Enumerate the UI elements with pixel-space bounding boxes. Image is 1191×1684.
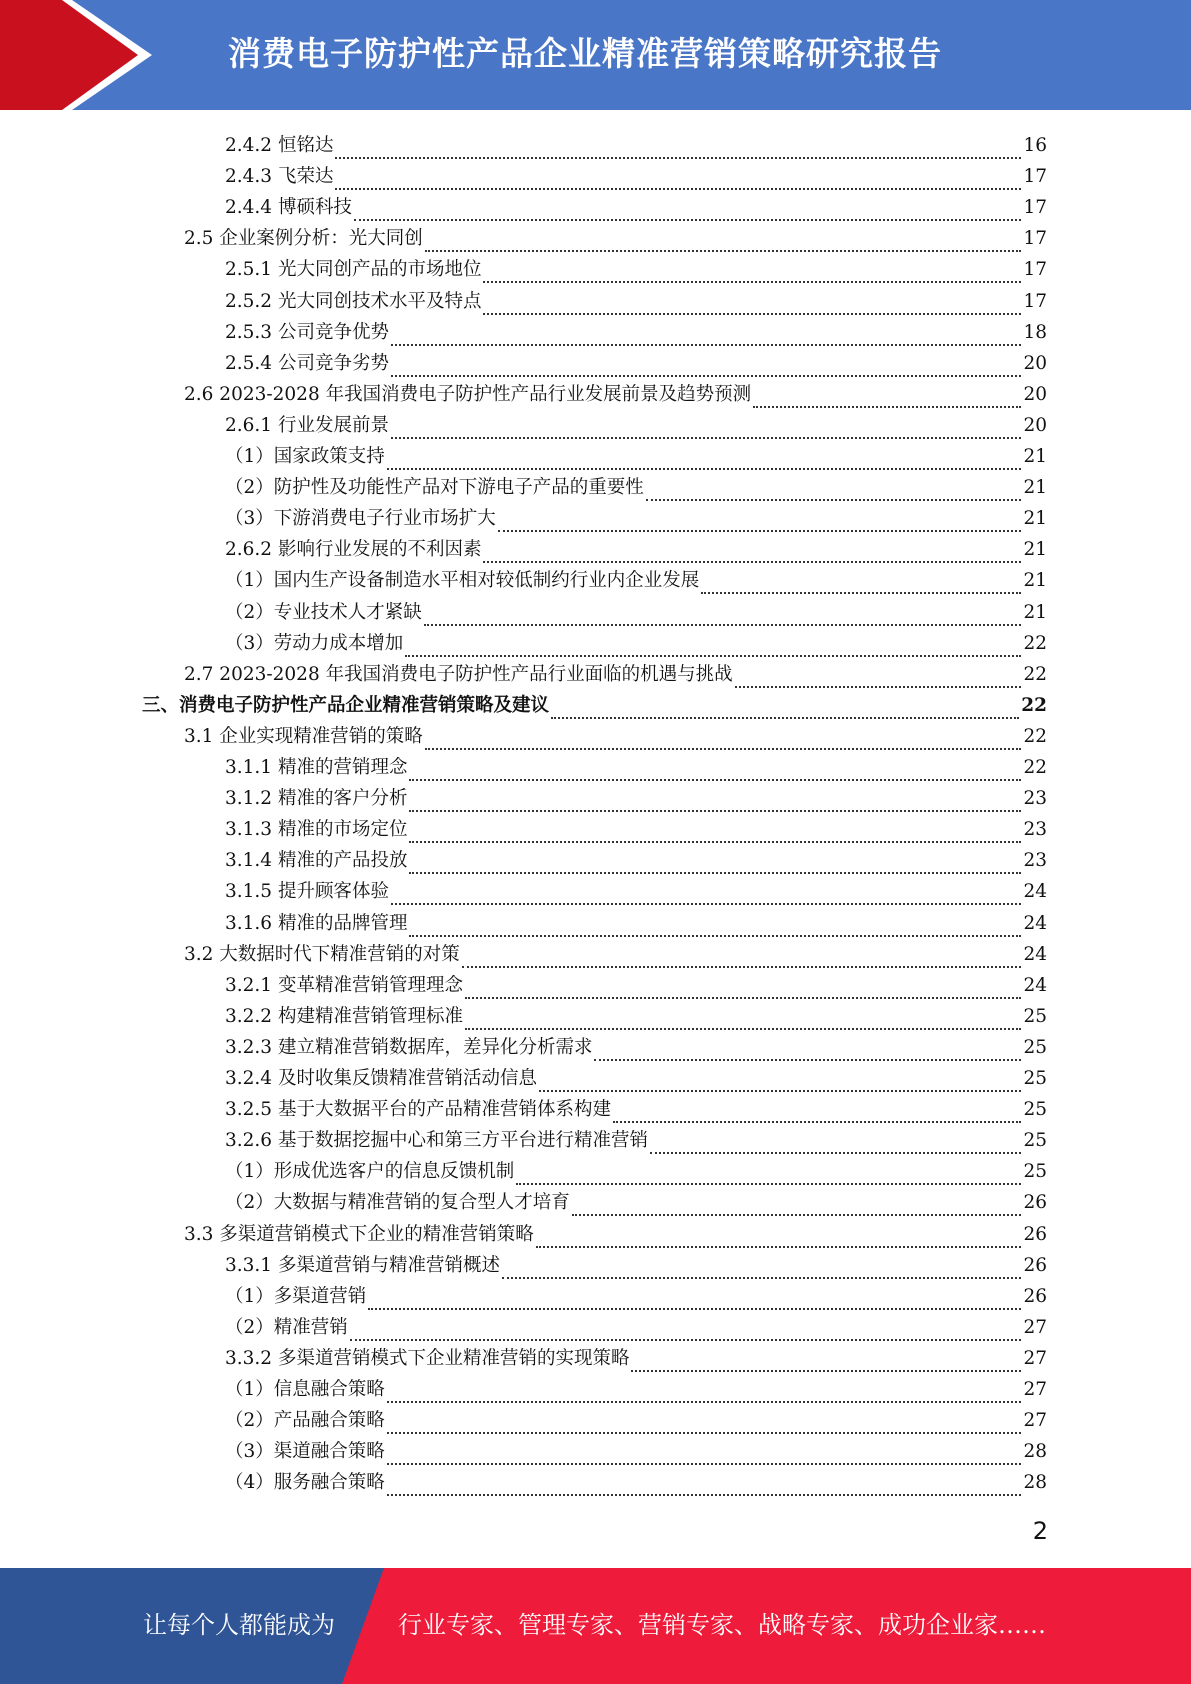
page-number: 2 (1032, 1517, 1048, 1545)
toc-entry[interactable] (225, 968, 1047, 999)
toc-entry[interactable] (225, 1341, 1047, 1372)
toc-entry[interactable] (225, 781, 1047, 812)
toc-dot-leader (631, 1351, 1021, 1372)
toc-dot-leader (502, 1258, 1021, 1279)
toc-entry-title: 3.2.4 及时收集反馈精准营销活动信息 (225, 1068, 537, 1089)
toc-entry-title: （2）精准营销 (225, 1317, 348, 1338)
toc-dot-leader (594, 1040, 1021, 1061)
toc-entry[interactable] (225, 1403, 1047, 1434)
toc-dot-leader (368, 1289, 1021, 1310)
toc-entry-page: 22 (1021, 695, 1047, 716)
toc-dot-leader (425, 729, 1022, 750)
toc-dot-leader (650, 1133, 1021, 1154)
toc-entry-title: 2.4.2 恒铭达 (225, 135, 334, 156)
toc-entry-title: 3.1.6 精准的品牌管理 (225, 913, 408, 934)
toc-entry[interactable] (225, 563, 1047, 594)
toc-dot-leader (409, 916, 1021, 937)
toc-entry-page: 24 (1023, 881, 1047, 902)
toc-entry[interactable] (225, 1185, 1047, 1216)
toc-entry-page: 23 (1023, 788, 1047, 809)
toc-entry-page: 21 (1023, 602, 1047, 623)
footer-slogan-left: 让每个人都能成为 (143, 1611, 335, 1639)
toc-entry-title: 2.4.4 博硕科技 (225, 197, 352, 218)
toc-entry[interactable] (142, 688, 1047, 719)
toc-dot-leader (387, 1444, 1022, 1465)
toc-entry-title: 三、消费电子防护性产品企业精准营销策略及建议 (142, 695, 550, 716)
toc-dot-leader (646, 480, 1022, 501)
toc-dot-leader (465, 1009, 1021, 1030)
toc-entry[interactable] (225, 999, 1047, 1030)
toc-entry-title: 2.7 2023-2028 年我国消费电子防护性产品行业面临的机遇与挑战 (184, 664, 733, 685)
toc-dot-leader (350, 1320, 1022, 1341)
toc-entry-title: 2.6 2023-2028 年我国消费电子防护性产品行业发展前景及趋势预测 (184, 384, 752, 405)
toc-entry-page: 26 (1023, 1255, 1047, 1276)
toc-entry-title: 3.1 企业实现精准营销的策略 (184, 726, 423, 747)
toc-entry[interactable] (184, 937, 1047, 968)
toc-dot-leader (572, 1195, 1022, 1216)
toc-entry-title: 2.4.3 飞荣达 (225, 166, 334, 187)
toc-entry-page: 22 (1023, 726, 1047, 747)
toc-entry-page: 20 (1023, 415, 1047, 436)
toc-dot-leader (536, 1227, 1022, 1248)
toc-entry-page: 27 (1023, 1348, 1047, 1369)
toc-entry-page: 27 (1023, 1317, 1047, 1338)
toc-entry[interactable] (184, 1217, 1047, 1248)
toc-entry-title: 2.5.2 光大同创技术水平及特点 (225, 291, 482, 312)
toc-entry-title: 3.2.3 建立精准营销数据库，差异化分析需求 (225, 1037, 593, 1058)
toc-entry-title: （1）多渠道营销 (225, 1286, 367, 1307)
toc-dot-leader (391, 884, 1021, 905)
toc-dot-leader (391, 418, 1021, 439)
toc-entry-page: 20 (1023, 384, 1047, 405)
toc-dot-leader (387, 1413, 1022, 1434)
toc-dot-leader (405, 636, 1021, 657)
toc-dot-leader (701, 573, 1021, 594)
toc-entry-page: 28 (1023, 1441, 1047, 1462)
toc-entry-title: （4）服务融合策略 (225, 1472, 385, 1493)
toc-dot-leader (409, 853, 1021, 874)
toc-dot-leader (735, 667, 1022, 688)
toc-entry[interactable] (184, 377, 1047, 408)
toc-entry[interactable] (184, 719, 1047, 750)
toc-entry[interactable] (225, 501, 1047, 532)
toc-dot-leader (409, 760, 1021, 781)
toc-entry-title: （3）下游消费电子行业市场扩大 (225, 508, 496, 529)
toc-entry[interactable] (225, 1372, 1047, 1403)
toc-entry[interactable] (225, 439, 1047, 470)
toc-dot-leader (387, 1382, 1022, 1403)
toc-dot-leader (425, 231, 1022, 252)
toc-entry-page: 21 (1023, 477, 1047, 498)
report-title: 消费电子防护性产品企业精准营销策略研究报告 (228, 34, 942, 73)
toc-entry[interactable] (184, 221, 1047, 252)
toc-entry-page: 25 (1023, 1099, 1047, 1120)
toc-entry-title: （1）国家政策支持 (225, 446, 385, 467)
toc-entry[interactable] (225, 843, 1047, 874)
toc-dot-leader (335, 169, 1021, 190)
toc-entry[interactable] (225, 812, 1047, 843)
toc-entry-title: 2.6.2 影响行业发展的不利因素 (225, 539, 482, 560)
toc-entry-title: 3.2.5 基于大数据平台的产品精准营销体系构建 (225, 1099, 611, 1120)
toc-dot-leader (409, 791, 1021, 812)
toc-entry[interactable] (225, 159, 1047, 190)
toc-entry-title: （1）国内生产设备制造水平相对较低制约行业内企业发展 (225, 570, 700, 591)
toc-dot-leader (409, 822, 1021, 843)
toc-entry-title: 3.2.1 变革精准营销管理理念 (225, 975, 463, 996)
toc-entry[interactable] (225, 408, 1047, 439)
toc-entry-page: 25 (1023, 1037, 1047, 1058)
toc-dot-leader (753, 387, 1021, 408)
toc-entry-page: 25 (1023, 1068, 1047, 1089)
toc-entry-page: 22 (1023, 633, 1047, 654)
toc-entry-page: 24 (1023, 913, 1047, 934)
toc-entry-page: 22 (1023, 757, 1047, 778)
toc-entry-page: 27 (1023, 1379, 1047, 1400)
toc-entry-title: 2.5.3 公司竞争优势 (225, 322, 389, 343)
toc-entry[interactable] (225, 346, 1047, 377)
toc-entry-page: 17 (1023, 259, 1047, 280)
toc-entry-page: 18 (1023, 322, 1047, 343)
toc-entry-title: （2）产品融合策略 (225, 1410, 385, 1431)
toc-entry-page: 25 (1023, 1006, 1047, 1027)
toc-entry-title: 3.2.6 基于数据挖掘中心和第三方平台进行精准营销 (225, 1130, 648, 1151)
toc-entry-title: （2）专业技术人才紧缺 (225, 602, 422, 623)
toc-dot-leader (462, 947, 1022, 968)
toc-dot-leader (391, 325, 1021, 346)
toc-entry-page: 17 (1023, 291, 1047, 312)
toc-entry-page: 21 (1023, 570, 1047, 591)
toc-entry[interactable] (225, 906, 1047, 937)
toc-entry[interactable] (225, 1465, 1047, 1496)
toc-dot-leader (483, 542, 1021, 563)
toc-entry-page: 22 (1023, 664, 1047, 685)
toc-entry-page: 17 (1023, 197, 1047, 218)
toc-entry-page: 26 (1023, 1192, 1047, 1213)
toc-entry-title: （3）渠道融合策略 (225, 1441, 385, 1462)
toc-dot-leader (613, 1102, 1021, 1123)
toc-entry[interactable] (225, 470, 1047, 501)
footer-slogan-right: 行业专家、管理专家、营销专家、战略专家、成功企业家…… (398, 1611, 1046, 1639)
toc-entry[interactable] (225, 874, 1047, 905)
toc-entry-page: 17 (1023, 228, 1047, 249)
toc-entry-page: 27 (1023, 1410, 1047, 1431)
toc-entry-page: 24 (1023, 975, 1047, 996)
toc-entry-title: 2.5.4 公司竞争劣势 (225, 353, 389, 374)
toc-dot-leader (387, 449, 1022, 470)
toc-entry-page: 25 (1023, 1130, 1047, 1151)
toc-entry-title: （2）大数据与精准营销的复合型人才培育 (225, 1192, 570, 1213)
toc-entry-title: （1）形成优选客户的信息反馈机制 (225, 1161, 515, 1182)
toc-entry[interactable] (225, 284, 1047, 315)
toc-dot-leader (483, 262, 1021, 283)
toc-entry-page: 23 (1023, 850, 1047, 871)
toc-dot-leader (516, 1164, 1021, 1185)
toc-entry-page: 21 (1023, 539, 1047, 560)
toc-entry-title: （1）信息融合策略 (225, 1379, 385, 1400)
toc-entry-title: 3.1.4 精准的产品投放 (225, 850, 408, 871)
toc-entry[interactable] (225, 1092, 1047, 1123)
toc-entry-title: 3.2.2 构建精准营销管理标准 (225, 1006, 463, 1027)
toc-dot-leader (483, 294, 1021, 315)
toc-entry-title: 2.6.1 行业发展前景 (225, 415, 389, 436)
toc-entry-title: 2.5.1 光大同创产品的市场地位 (225, 259, 482, 280)
toc-entry-page: 26 (1023, 1224, 1047, 1245)
toc-entry[interactable] (225, 190, 1047, 221)
toc-entry-title: 2.5 企业案例分析：光大同创 (184, 228, 423, 249)
toc-entry-page: 23 (1023, 819, 1047, 840)
toc-dot-leader (539, 1071, 1021, 1092)
toc-dot-leader (387, 1475, 1022, 1496)
toc-dot-leader (551, 698, 1019, 719)
toc-entry-title: 3.2 大数据时代下精准营销的对策 (184, 944, 460, 965)
toc-entry-page: 26 (1023, 1286, 1047, 1307)
toc-entry-page: 24 (1023, 944, 1047, 965)
page-header (0, 0, 1191, 110)
toc-entry[interactable] (225, 128, 1047, 159)
toc-entry-page: 20 (1023, 353, 1047, 374)
page-footer (0, 1568, 1191, 1684)
toc-entry[interactable] (225, 1030, 1047, 1061)
toc-entry-title: 3.3.1 多渠道营销与精准营销概述 (225, 1255, 500, 1276)
toc-entry-title: 3.3.2 多渠道营销模式下企业精准营销的实现策略 (225, 1348, 630, 1369)
toc-dot-leader (391, 356, 1021, 377)
toc-dot-leader (335, 138, 1021, 159)
toc-entry[interactable] (225, 1434, 1047, 1465)
toc-entry-page: 25 (1023, 1161, 1047, 1182)
toc-entry-title: 3.1.3 精准的市场定位 (225, 819, 408, 840)
toc-entry-title: （3）劳动力成本增加 (225, 633, 404, 654)
toc-dot-leader (498, 511, 1022, 532)
toc-entry[interactable] (225, 1123, 1047, 1154)
toc-entry[interactable] (225, 1154, 1047, 1185)
toc-entry[interactable] (225, 1248, 1047, 1279)
toc-entry[interactable] (225, 1279, 1047, 1310)
toc-entry-page: 21 (1023, 508, 1047, 529)
toc-entry[interactable] (225, 532, 1047, 563)
toc-entry[interactable] (225, 595, 1047, 626)
toc-entry-title: （2）防护性及功能性产品对下游电子产品的重要性 (225, 477, 644, 498)
toc-entry-page: 21 (1023, 446, 1047, 467)
toc-dot-leader (354, 200, 1022, 221)
toc-entry-title: 3.1.1 精准的营销理念 (225, 757, 408, 778)
toc-dot-leader (424, 605, 1022, 626)
toc-entry-title: 3.1.5 提升顾客体验 (225, 881, 389, 902)
toc-entry-title: 3.1.2 精准的客户分析 (225, 788, 408, 809)
toc-entry[interactable] (225, 315, 1047, 346)
toc-entry-title: 3.3 多渠道营销模式下企业的精准营销策略 (184, 1224, 534, 1245)
toc-entry[interactable] (184, 657, 1047, 688)
toc-entry-page: 28 (1023, 1472, 1047, 1493)
toc-entry[interactable] (225, 252, 1047, 283)
toc-entry[interactable] (225, 750, 1047, 781)
toc-entry[interactable] (225, 1061, 1047, 1092)
toc-dot-leader (465, 978, 1021, 999)
toc-entry-page: 17 (1023, 166, 1047, 187)
toc-entry[interactable] (225, 626, 1047, 657)
toc-entry-page: 16 (1023, 135, 1047, 156)
toc-entry[interactable] (225, 1310, 1047, 1341)
